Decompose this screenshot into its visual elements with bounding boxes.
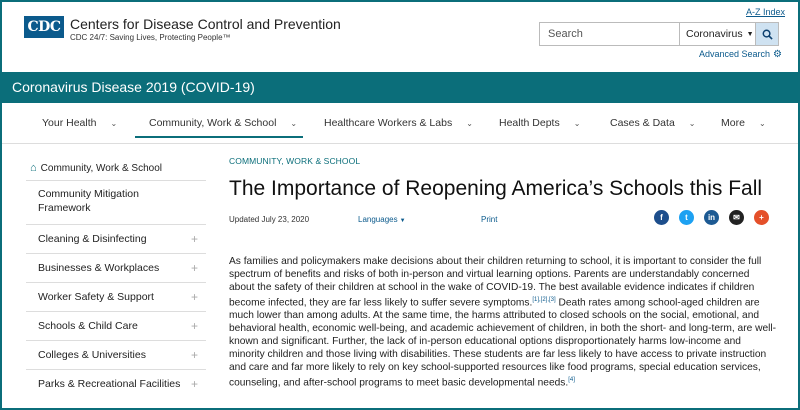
paragraph-text: As families and policymakers make decisions about their children returning to school, it is important to consider the full spectrum of benefits and risks of both in-person and virtual learning options. Parents are understandably concerned about the safety of their children at school in the wake of COVID-19. The best available evidence indicates if children become infected, they are far less likely to suffer severe symptoms.	[229, 256, 762, 309]
expand-plus-icon[interactable]: +	[190, 377, 198, 391]
nav-your-health[interactable]	[42, 117, 117, 129]
org-name[interactable]: Centers for Disease Control and Prevention	[70, 16, 341, 32]
nav-healthcare-workers[interactable]	[324, 117, 473, 129]
nav-label: More	[721, 117, 745, 129]
search-input[interactable]	[540, 23, 679, 45]
nav-active-indicator	[135, 136, 303, 138]
article-paragraph	[229, 255, 777, 390]
reference-links[interactable]: [1],[2],[3]	[532, 297, 556, 303]
sidebar-item-label: Worker Safety & Support	[38, 291, 154, 303]
advanced-search-link[interactable]	[699, 49, 782, 60]
sidebar-item-label: Colleges & Universities	[38, 349, 146, 361]
search-icon	[762, 29, 773, 40]
sidebar-heading-label: Community, Work & School	[40, 162, 162, 174]
facebook-icon[interactable]: f	[654, 210, 669, 225]
nav-label: Healthcare Workers & Labs	[324, 117, 453, 129]
nav-community-work-school[interactable]	[149, 117, 297, 129]
expand-plus-icon[interactable]: +	[190, 319, 198, 333]
nav-label: Your Health	[42, 117, 97, 129]
caret-down-icon: ▼	[746, 30, 754, 38]
caret-down-icon: ▼	[399, 218, 406, 224]
linkedin-icon[interactable]: in	[704, 210, 719, 225]
reference-link[interactable]: [4]	[568, 377, 575, 384]
sidebar-heading[interactable]	[26, 156, 206, 180]
expand-plus-icon[interactable]: +	[190, 348, 198, 362]
twitter-icon[interactable]: t	[679, 210, 694, 225]
sidebar-item-community-mitigation[interactable]	[26, 180, 206, 224]
sidebar-item-label: Businesses & Workplaces	[38, 262, 160, 274]
sidebar-item-label: Community Mitigation Framework	[38, 188, 139, 214]
advanced-search-label: Advanced Search	[699, 49, 771, 59]
nav-cases-data[interactable]	[610, 117, 695, 129]
sidebar-item-label: Schools & Child Care	[38, 320, 138, 332]
expand-plus-icon[interactable]: +	[190, 290, 198, 304]
chevron-down-icon: ⌄	[688, 119, 696, 128]
search-scope-label: Coronavirus	[686, 28, 743, 40]
page-title: The Importance of Reopening America’s Schools this Fall	[229, 177, 763, 200]
chevron-down-icon: ⌄	[290, 119, 298, 128]
site-header	[2, 2, 798, 72]
chevron-down-icon: ⌄	[110, 119, 118, 128]
sidebar-item-parks[interactable]	[26, 369, 206, 398]
main-nav	[2, 103, 798, 144]
chevron-down-icon: ⌄	[758, 119, 766, 128]
paragraph-text: Death rates among school-aged children are much lower than among adults. At the same time, the harms attributed to closed schools on the social, emotional, and behavioral health, economic well-being, and academic achievement of children, in both the short- and long-term, are well-known and significant. Further, the lack of in-person educational options disproportionately harms low-income and minority children and those living with disabilities. These students are far less likely to have access to private instruction and care and far more likely to rely on key school-supported resources like food programs, special education services, counseling, and after-school programs to meet basic developmental needs.	[229, 297, 777, 389]
expand-plus-icon[interactable]: +	[190, 261, 198, 275]
share-buttons	[654, 210, 769, 225]
nav-label: Health Depts	[499, 117, 560, 129]
home-icon: ⌂	[30, 162, 37, 174]
syndicate-icon[interactable]: +	[754, 210, 769, 225]
languages-dropdown[interactable]	[358, 215, 406, 224]
gear-icon: ⚙	[773, 49, 783, 60]
search-scope-select[interactable]	[679, 23, 755, 45]
nav-label: Cases & Data	[610, 117, 675, 129]
cdc-logo[interactable]	[24, 16, 64, 38]
updated-date: Updated July 23, 2020	[229, 215, 310, 224]
search-button[interactable]	[755, 23, 778, 45]
sidebar-item-colleges[interactable]	[26, 340, 206, 369]
chevron-down-icon: ⌄	[573, 119, 581, 128]
expand-plus-icon[interactable]: +	[190, 232, 198, 246]
breadcrumb[interactable]: COMMUNITY, WORK & SCHOOL	[229, 156, 361, 166]
topic-banner	[2, 72, 798, 103]
chevron-down-icon: ⌄	[466, 119, 473, 128]
nav-label: Community, Work & School	[149, 117, 277, 129]
search-bar	[539, 22, 779, 46]
print-link[interactable]: Print	[481, 215, 498, 224]
sidebar-item-label: Parks & Recreational Facilities	[38, 378, 181, 390]
tagline: CDC 24/7: Saving Lives, Protecting People™	[70, 33, 231, 42]
email-icon[interactable]: ✉	[729, 210, 744, 225]
logo-text: CDC	[27, 19, 61, 35]
az-index-link[interactable]: A-Z Index	[746, 7, 786, 17]
sidebar-item-businesses[interactable]	[26, 253, 206, 282]
nav-more[interactable]	[721, 117, 766, 129]
sidebar-item-schools[interactable]	[26, 311, 206, 340]
sidebar-item-label: Cleaning & Disinfecting	[38, 233, 147, 245]
meta-row	[229, 215, 789, 235]
sidebar-item-cleaning[interactable]	[26, 224, 206, 253]
sidebar-item-worker-safety[interactable]	[26, 282, 206, 311]
nav-health-depts[interactable]	[499, 117, 580, 129]
banner-title[interactable]: Coronavirus Disease 2019 (COVID-19)	[12, 79, 255, 95]
main-content	[229, 156, 789, 390]
languages-label: Languages	[358, 215, 398, 224]
sidebar	[26, 156, 206, 398]
